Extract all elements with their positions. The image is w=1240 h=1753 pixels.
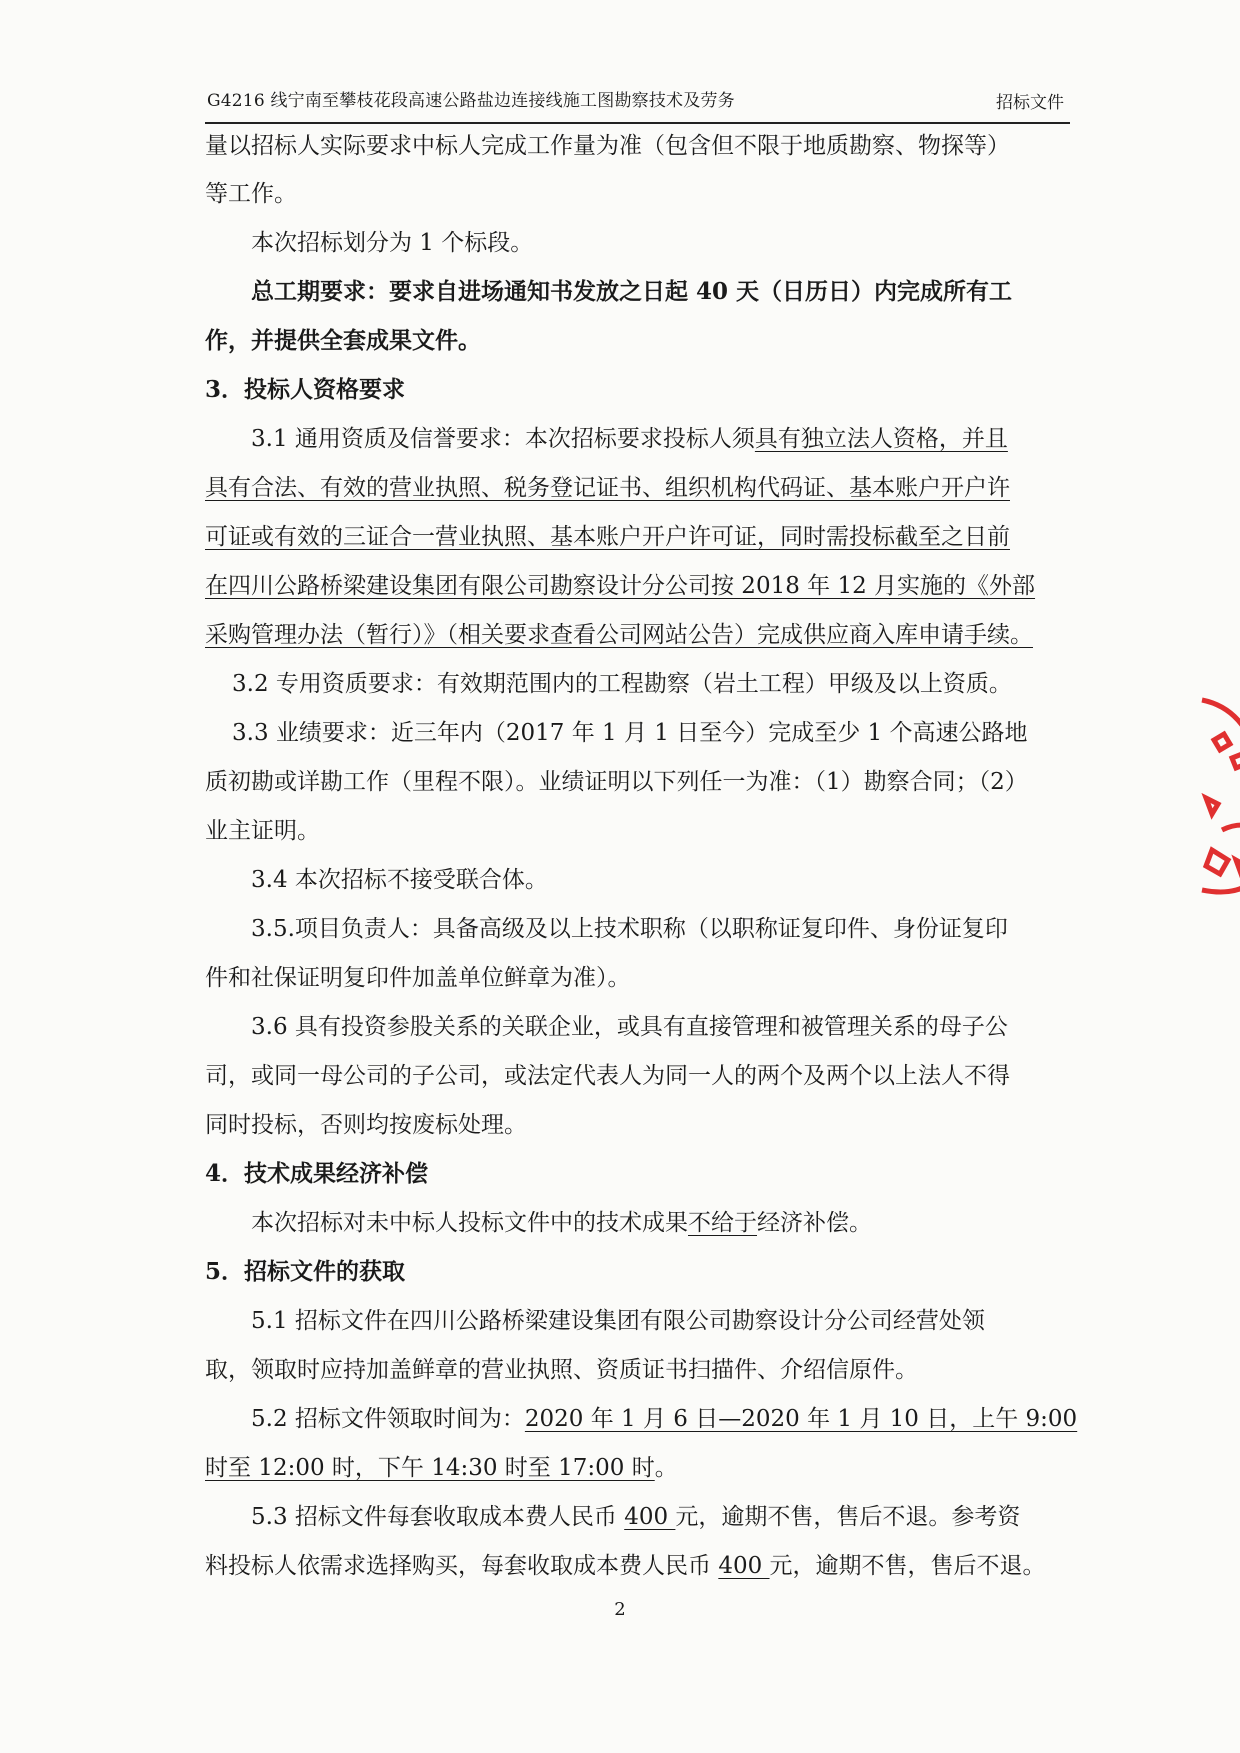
header-title: G4216 线宁南至攀枝花段高速公路盐边连接线施工图勘察技术及劳务 (207, 91, 735, 111)
text-line (205, 1254, 1075, 1290)
text-segment: 3.5.项目负责人：具备高级及以上技术职称（以职称证复印件、身份证复印 (251, 916, 1008, 942)
underlined-text: 时至 12:00 时，下午 14:30 时至 17:00 时 (205, 1455, 655, 1481)
text-segment: 3.6 具有投资参股关系的关联企业，或具有直接管理和被管理关系的母子公 (251, 1014, 1008, 1040)
text-segment: 3．投标人资格要求 (205, 376, 406, 403)
text-line (205, 764, 1075, 800)
text-segment: 等工作。 (205, 181, 297, 207)
text-segment: 元，逾期不售，售后不退。 (769, 1553, 1046, 1579)
underlined-text: 2020 年 1 月 6 日—2020 年 1 月 10 日，上午 9:00 (524, 1406, 1078, 1432)
text-line (205, 470, 1075, 506)
text-segment: 业主证明。 (205, 818, 320, 844)
text-segment: 3.4 本次招标不接受联合体。 (251, 867, 548, 893)
text-line (205, 225, 1121, 261)
text-line (205, 1205, 1121, 1241)
text-segment: 作，并提供全套成果文件。 (205, 327, 481, 354)
text-line (205, 960, 1075, 996)
text-line (205, 715, 1102, 751)
text-line (205, 176, 1075, 212)
text-line (205, 1450, 1075, 1486)
text-segment: 质初勘或详勘工作（里程不限）。业绩证明以下列任一为准：（1）勘察合同；（2） (205, 769, 1028, 795)
text-line (205, 274, 1121, 310)
text-line (205, 372, 1075, 408)
text-line (205, 323, 1075, 359)
text-segment: 同时投标，否则均按废标处理。 (205, 1112, 527, 1138)
text-segment: 司，或同一母公司的子公司，或法定代表人为同一人的两个及两个以上法人不得 (205, 1063, 1010, 1089)
text-line (205, 519, 1075, 555)
underlined-text: 不给于 (688, 1210, 757, 1236)
underlined-text: 400 (624, 1504, 676, 1530)
text-segment: 总工期要求：要求自进场通知书发放之日起 40 天（日历日）内完成所有工 (251, 278, 1013, 305)
text-segment: 。 (654, 1455, 678, 1481)
header-doc-type: 招标文件 (996, 93, 1064, 113)
text-segment: 件和社保证明复印件加盖单位鲜章为准）。 (205, 965, 631, 991)
underlined-text: 可证或有效的三证合一营业执照、基本账户开户许可证，同时需投标截至之日前 (205, 524, 1010, 550)
text-segment: 5.2 招标文件领取时间为： (251, 1406, 525, 1432)
text-segment: 量以招标人实际要求中标人完成工作量为准（包含但不限于地质勘察、物探等） (205, 133, 1010, 159)
text-line (205, 568, 1075, 604)
underlined-text: 采购管理办法（暂行）》（相关要求查看公司网站公告）完成供应商入库申请手续。 (205, 622, 1033, 648)
text-segment: 4．技术成果经济补偿 (205, 1160, 429, 1187)
text-segment: 5.3 招标文件每套收取成本费人民币 (251, 1504, 625, 1530)
text-segment: 3.1 通用资质及信誉要求：本次招标要求投标人须 (251, 426, 755, 452)
text-line (205, 1499, 1121, 1535)
text-line (205, 666, 1102, 702)
text-segment: 本次招标对未中标人投标文件中的技术成果 (251, 1210, 688, 1236)
text-line (205, 1107, 1075, 1143)
text-line (205, 1058, 1075, 1094)
text-line (205, 1548, 1075, 1584)
underlined-text: 400 (718, 1553, 770, 1579)
text-line (205, 862, 1121, 898)
text-segment: 元，逾期不售，售后不退。参考资 (675, 1504, 1021, 1530)
text-segment: 3.3 业绩要求：近三年内（2017 年 1 月 1 日至今）完成至少 1 个高速公路地 (232, 720, 1028, 746)
text-segment: 3.2 专用资质要求：有效期范围内的工程勘察（岩土工程）甲级及以上资质。 (232, 671, 1012, 697)
page-number: 2 (614, 1599, 626, 1620)
text-line (205, 911, 1121, 947)
underlined-text: 在四川公路桥梁建设集团有限公司勘察设计分公司按 2018 年 12 月实施的《外部 (205, 573, 1036, 599)
text-line (205, 617, 1075, 653)
text-segment: 5．招标文件的获取 (205, 1258, 406, 1285)
text-line (205, 1352, 1075, 1388)
text-line (205, 1009, 1121, 1045)
text-segment: 5.1 招标文件在四川公路桥梁建设集团有限公司勘察设计分公司经营处领 (251, 1308, 985, 1334)
text-line (205, 421, 1121, 457)
underlined-text: 具有独立法人资格，并且 (754, 426, 1008, 452)
text-line (205, 128, 1075, 164)
text-segment: 本次招标划分为 1 个标段。 (251, 230, 534, 256)
text-line (205, 1401, 1121, 1437)
seal-stamp-icon (1192, 680, 1240, 920)
text-segment: 经济补偿。 (757, 1210, 872, 1236)
text-line (205, 1303, 1121, 1339)
text-segment: 取，领取时应持加盖鲜章的营业执照、资质证书扫描件、介绍信原件。 (205, 1357, 918, 1383)
page-header (205, 84, 1070, 124)
underlined-text: 具有合法、有效的营业执照、税务登记证书、组织机构代码证、基本账户开户许 (205, 475, 1010, 501)
text-segment: 料投标人依需求选择购买，每套收取成本费人民币 (205, 1553, 719, 1579)
text-line (205, 1156, 1075, 1192)
text-line (205, 813, 1075, 849)
